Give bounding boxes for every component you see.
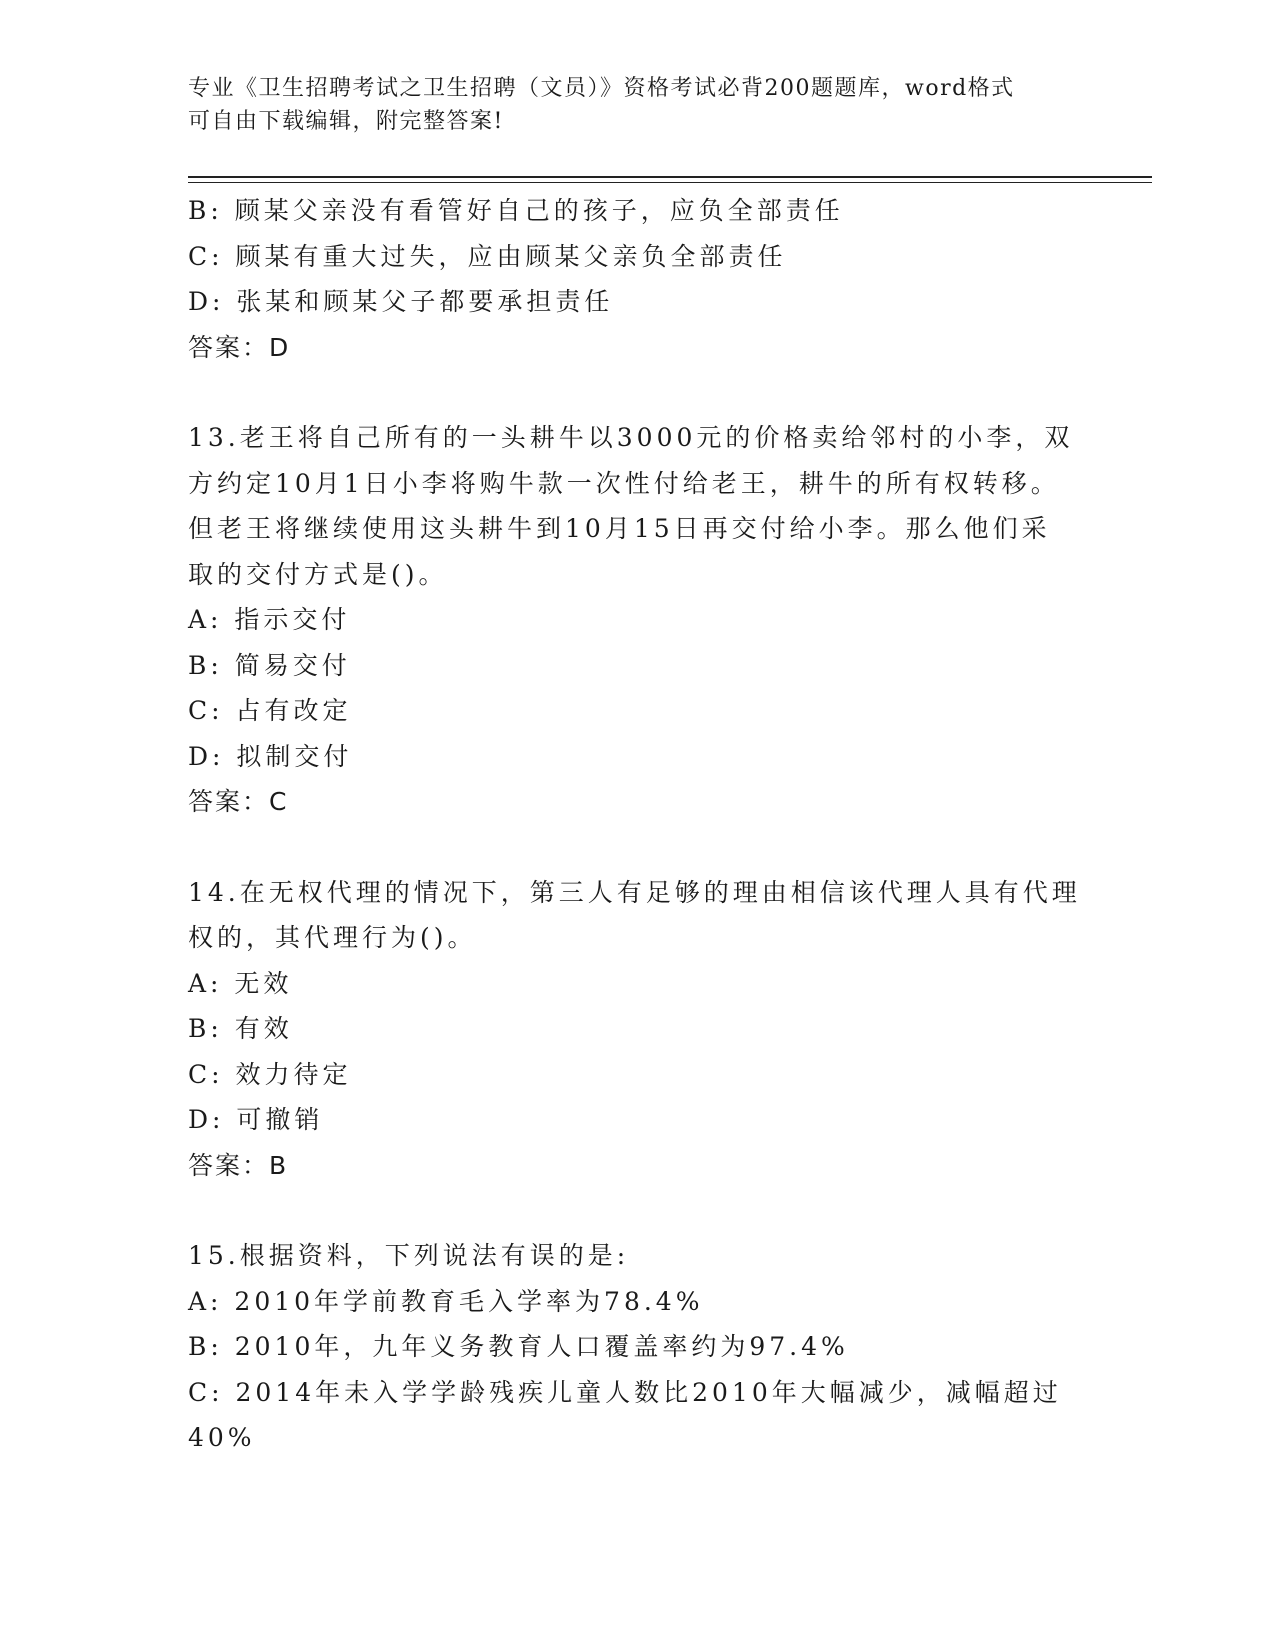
option-c: C: 占有改定: [188, 696, 352, 725]
option-b: B: 顾某父亲没有看管好自己的孩子，应负全部责任: [188, 196, 844, 225]
option-a: A: 无效: [188, 968, 293, 998]
option-d: D: 张某和顾某父子都要承担责任: [188, 287, 614, 316]
option-c: C: 效力待定: [188, 1059, 352, 1089]
option-b: B: 简易交付: [188, 650, 351, 680]
option-d: D: 可撤销: [188, 1105, 324, 1134]
question-stem-line: 但老王将继续使用这头耕牛到10月15日再交付给小李。那么他们采: [188, 514, 1051, 543]
question-stem-line: 权的，其代理行为()。: [188, 923, 477, 952]
option-b: B: 2010年，九年义务教育人口覆盖率约为97.4%: [188, 1332, 849, 1361]
option-a: A: 2010年学前教育毛入学率为78.4%: [188, 1286, 704, 1316]
answer-label: 答案：B: [188, 1150, 289, 1180]
header-divider-thin: [188, 182, 1152, 183]
spacer: [188, 370, 1068, 415]
option-a: A: 指示交付: [188, 605, 351, 634]
question-14: [188, 870, 1081, 1189]
header-title-line-2: 可自由下载编辑，附完整答案!: [188, 109, 504, 134]
question-13: [188, 415, 1074, 825]
question-stem-line: 取的交付方式是()。: [188, 559, 448, 589]
question-stem-line: 方约定10月1日小李将购牛款一次性付给老王，耕牛的所有权转移。: [188, 468, 1060, 498]
question-stem-line: 15.根据资料，下列说法有误的是:: [188, 1241, 630, 1270]
option-b: B: 有效: [188, 1014, 293, 1043]
question-12: [188, 188, 1068, 370]
answer-label: 答案：D: [188, 332, 291, 362]
option-c: C: 顾某有重大过失，应由顾某父亲负全部责任: [188, 241, 787, 271]
question-list: [188, 188, 1081, 1461]
spacer: [188, 825, 1068, 870]
header-divider-thick: [188, 176, 1152, 178]
answer-label: 答案：C: [188, 787, 289, 816]
document-header: [188, 72, 1068, 138]
question-stem-line: 14.在无权代理的情况下，第三人有足够的理由相信该代理人具有代理: [188, 877, 1081, 907]
question-stem-line: 13.老王将自己所有的一头耕牛以3000元的价格卖给邻村的小李，双: [188, 423, 1074, 452]
header-title-line-1: 专业《卫生招聘考试之卫生招聘（文员）》资格考试必背200题题库，word格式: [188, 76, 1015, 101]
option-d: D: 拟制交付: [188, 741, 353, 771]
question-15: [188, 1233, 1068, 1461]
spacer: [188, 1188, 1068, 1233]
option-c: C: 2014年未入学学龄残疾儿童人数比2010年大幅减少，减幅超过: [188, 1377, 1062, 1407]
option-c-continued: 40%: [188, 1423, 256, 1452]
